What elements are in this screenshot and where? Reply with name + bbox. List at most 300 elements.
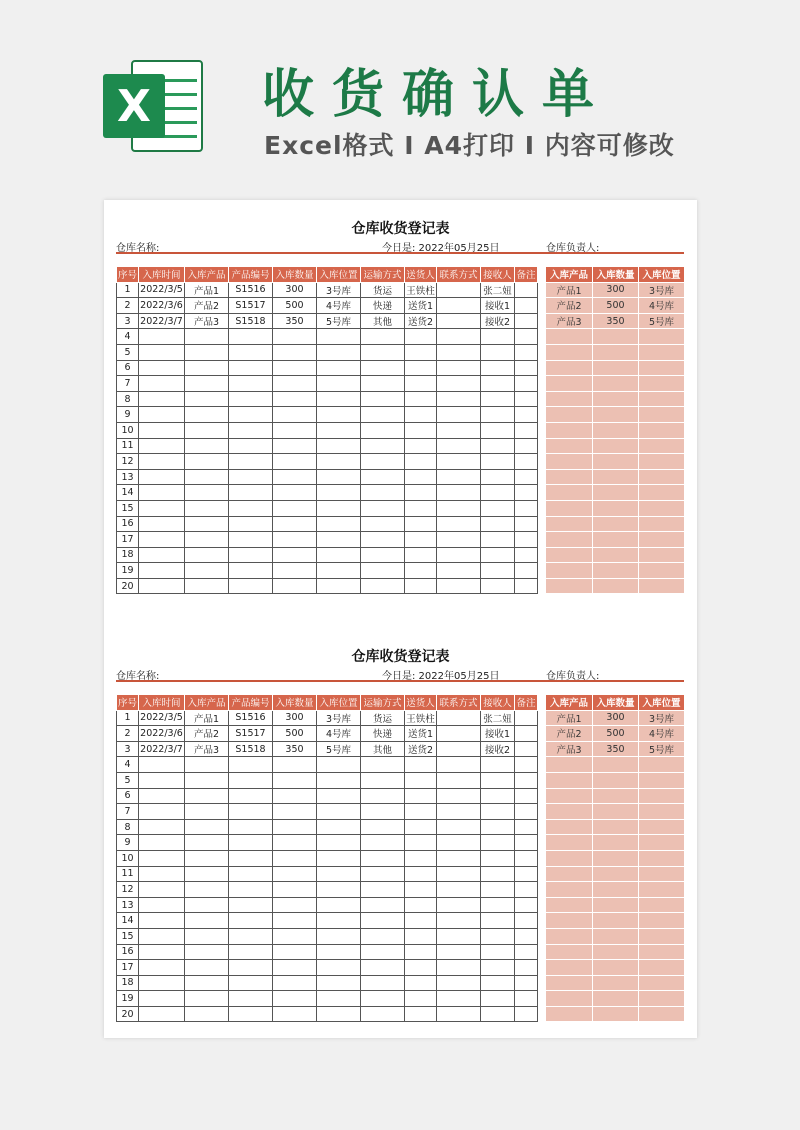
table-cell[interactable] [273, 788, 317, 804]
summary-cell-empty[interactable] [546, 850, 593, 866]
table-cell[interactable] [515, 850, 538, 866]
table-cell[interactable]: 7 [117, 804, 139, 820]
table-cell[interactable] [481, 391, 515, 407]
table-cell[interactable] [317, 897, 361, 913]
table-cell[interactable] [361, 819, 405, 835]
table-cell[interactable] [405, 563, 437, 579]
summary-cell-empty[interactable] [593, 944, 639, 960]
table-cell[interactable] [481, 928, 515, 944]
table-cell[interactable] [185, 1006, 229, 1022]
table-cell[interactable] [405, 438, 437, 454]
table-cell[interactable] [515, 344, 538, 360]
table-cell[interactable] [185, 376, 229, 392]
table-cell[interactable] [515, 757, 538, 773]
table-cell[interactable] [317, 516, 361, 532]
table-cell[interactable] [229, 376, 273, 392]
table-cell[interactable] [405, 913, 437, 929]
table-cell[interactable] [437, 866, 481, 882]
table-cell[interactable] [481, 757, 515, 773]
table-cell[interactable] [361, 516, 405, 532]
summary-cell-empty[interactable] [593, 547, 639, 563]
table-cell[interactable]: 产品2 [185, 298, 229, 314]
table-cell[interactable] [405, 391, 437, 407]
table-cell[interactable] [361, 772, 405, 788]
table-cell[interactable]: 产品1 [185, 710, 229, 726]
table-cell[interactable] [229, 913, 273, 929]
table-cell[interactable] [481, 532, 515, 548]
summary-cell-empty[interactable] [639, 329, 685, 345]
table-cell[interactable]: S1518 [229, 741, 273, 757]
table-cell[interactable] [437, 391, 481, 407]
table-cell[interactable] [229, 866, 273, 882]
table-cell[interactable] [481, 438, 515, 454]
table-cell[interactable] [185, 944, 229, 960]
table-cell[interactable]: 2022/3/7 [139, 313, 185, 329]
summary-cell-empty[interactable] [546, 485, 593, 501]
table-cell[interactable]: 其他 [361, 741, 405, 757]
table-cell[interactable] [185, 563, 229, 579]
summary-cell-empty[interactable] [639, 469, 685, 485]
summary-cell-empty[interactable] [593, 866, 639, 882]
table-cell[interactable]: 11 [117, 438, 139, 454]
table-cell[interactable] [361, 1006, 405, 1022]
table-cell[interactable] [229, 975, 273, 991]
table-cell[interactable] [229, 454, 273, 470]
table-cell[interactable] [317, 991, 361, 1007]
table-cell[interactable]: 12 [117, 454, 139, 470]
table-cell[interactable] [185, 469, 229, 485]
table-cell[interactable]: 张二妞 [481, 710, 515, 726]
table-cell[interactable] [361, 422, 405, 438]
table-cell[interactable]: 500 [273, 726, 317, 742]
table-cell[interactable] [273, 897, 317, 913]
table-cell[interactable] [437, 563, 481, 579]
table-cell[interactable]: 4号库 [317, 298, 361, 314]
summary-cell-empty[interactable] [546, 866, 593, 882]
table-cell[interactable] [481, 788, 515, 804]
table-cell[interactable] [405, 757, 437, 773]
table-cell[interactable]: 2022/3/5 [139, 710, 185, 726]
table-cell[interactable]: 14 [117, 485, 139, 501]
summary-cell-empty[interactable] [546, 422, 593, 438]
table-cell[interactable] [317, 407, 361, 423]
table-cell[interactable] [437, 991, 481, 1007]
summary-cell-empty[interactable] [546, 819, 593, 835]
table-cell[interactable] [481, 360, 515, 376]
table-cell[interactable] [361, 469, 405, 485]
table-cell[interactable] [229, 944, 273, 960]
table-cell[interactable] [185, 422, 229, 438]
table-cell[interactable] [437, 532, 481, 548]
table-cell[interactable] [317, 835, 361, 851]
summary-cell[interactable]: 产品1 [546, 282, 593, 298]
table-cell[interactable] [273, 563, 317, 579]
table-cell[interactable] [405, 500, 437, 516]
table-cell[interactable] [185, 772, 229, 788]
table-cell[interactable]: S1518 [229, 313, 273, 329]
table-cell[interactable] [481, 485, 515, 501]
table-cell[interactable] [185, 882, 229, 898]
summary-cell-empty[interactable] [593, 897, 639, 913]
summary-cell-empty[interactable] [639, 485, 685, 501]
table-cell[interactable] [229, 563, 273, 579]
table-cell[interactable]: 17 [117, 532, 139, 548]
summary-cell[interactable]: 产品3 [546, 741, 593, 757]
table-cell[interactable]: 5号库 [317, 313, 361, 329]
summary-cell-empty[interactable] [546, 578, 593, 594]
table-cell[interactable] [139, 804, 185, 820]
table-cell[interactable] [437, 407, 481, 423]
summary-cell[interactable]: 产品2 [546, 726, 593, 742]
table-cell[interactable] [481, 804, 515, 820]
table-cell[interactable] [437, 360, 481, 376]
summary-cell-empty[interactable] [546, 804, 593, 820]
summary-cell-empty[interactable] [593, 376, 639, 392]
table-cell[interactable] [229, 438, 273, 454]
table-cell[interactable]: 接收2 [481, 741, 515, 757]
table-cell[interactable] [185, 819, 229, 835]
table-cell[interactable]: 王铁柱 [405, 710, 437, 726]
table-cell[interactable] [273, 422, 317, 438]
table-cell[interactable] [481, 329, 515, 345]
table-cell[interactable] [515, 438, 538, 454]
table-cell[interactable] [515, 835, 538, 851]
table-cell[interactable] [515, 788, 538, 804]
table-cell[interactable]: 送货2 [405, 313, 437, 329]
table-cell[interactable] [317, 532, 361, 548]
table-cell[interactable] [229, 516, 273, 532]
table-cell[interactable] [229, 788, 273, 804]
table-cell[interactable] [405, 376, 437, 392]
table-cell[interactable]: 350 [273, 313, 317, 329]
table-cell[interactable] [515, 516, 538, 532]
table-cell[interactable] [437, 928, 481, 944]
table-cell[interactable] [481, 376, 515, 392]
table-cell[interactable] [317, 850, 361, 866]
table-cell[interactable] [481, 516, 515, 532]
summary-cell-empty[interactable] [639, 975, 685, 991]
table-cell[interactable] [317, 944, 361, 960]
table-cell[interactable] [317, 788, 361, 804]
table-cell[interactable] [139, 532, 185, 548]
table-cell[interactable]: 1 [117, 710, 139, 726]
table-cell[interactable] [139, 329, 185, 345]
table-cell[interactable] [361, 563, 405, 579]
table-cell[interactable] [273, 882, 317, 898]
table-cell[interactable] [437, 422, 481, 438]
table-cell[interactable]: 产品2 [185, 726, 229, 742]
table-cell[interactable]: 19 [117, 991, 139, 1007]
table-cell[interactable] [437, 726, 481, 742]
table-cell[interactable] [437, 438, 481, 454]
table-cell[interactable] [515, 532, 538, 548]
summary-cell[interactable]: 5号库 [639, 313, 685, 329]
table-cell[interactable] [481, 960, 515, 976]
table-cell[interactable] [361, 547, 405, 563]
table-cell[interactable] [317, 438, 361, 454]
table-cell[interactable] [139, 975, 185, 991]
table-cell[interactable] [481, 344, 515, 360]
table-cell[interactable] [481, 897, 515, 913]
summary-cell-empty[interactable] [546, 391, 593, 407]
table-cell[interactable] [229, 469, 273, 485]
table-cell[interactable] [317, 975, 361, 991]
summary-cell-empty[interactable] [593, 960, 639, 976]
table-cell[interactable] [139, 1006, 185, 1022]
table-cell[interactable] [185, 578, 229, 594]
table-cell[interactable] [481, 835, 515, 851]
table-cell[interactable] [185, 454, 229, 470]
table-cell[interactable] [139, 772, 185, 788]
summary-cell[interactable]: 500 [593, 726, 639, 742]
table-cell[interactable] [273, 913, 317, 929]
summary-cell-empty[interactable] [593, 422, 639, 438]
table-cell[interactable] [481, 407, 515, 423]
table-cell[interactable] [273, 329, 317, 345]
table-cell[interactable] [139, 469, 185, 485]
table-cell[interactable] [405, 547, 437, 563]
table-cell[interactable] [515, 454, 538, 470]
table-cell[interactable] [481, 500, 515, 516]
table-cell[interactable] [185, 913, 229, 929]
table-cell[interactable]: 接收1 [481, 726, 515, 742]
table-cell[interactable] [273, 960, 317, 976]
table-cell[interactable] [185, 516, 229, 532]
table-cell[interactable] [273, 500, 317, 516]
table-cell[interactable] [515, 866, 538, 882]
table-cell[interactable] [317, 344, 361, 360]
table-cell[interactable] [361, 757, 405, 773]
table-cell[interactable] [437, 516, 481, 532]
table-cell[interactable] [361, 944, 405, 960]
table-cell[interactable] [229, 578, 273, 594]
table-cell[interactable] [273, 928, 317, 944]
table-cell[interactable] [405, 329, 437, 345]
summary-cell-empty[interactable] [546, 835, 593, 851]
table-cell[interactable] [317, 485, 361, 501]
table-cell[interactable]: 张二妞 [481, 282, 515, 298]
table-cell[interactable] [317, 772, 361, 788]
table-cell[interactable] [273, 485, 317, 501]
table-cell[interactable] [229, 360, 273, 376]
table-cell[interactable] [481, 913, 515, 929]
table-cell[interactable]: 350 [273, 741, 317, 757]
table-cell[interactable] [437, 757, 481, 773]
summary-cell-empty[interactable] [593, 772, 639, 788]
table-cell[interactable]: 8 [117, 819, 139, 835]
table-cell[interactable] [515, 500, 538, 516]
table-cell[interactable] [361, 960, 405, 976]
table-cell[interactable]: 4号库 [317, 726, 361, 742]
table-cell[interactable]: 5 [117, 344, 139, 360]
summary-cell-empty[interactable] [593, 563, 639, 579]
table-cell[interactable] [405, 866, 437, 882]
table-cell[interactable] [481, 882, 515, 898]
table-cell[interactable] [317, 469, 361, 485]
summary-cell[interactable]: 300 [593, 710, 639, 726]
summary-cell[interactable]: 4号库 [639, 298, 685, 314]
summary-cell-empty[interactable] [546, 329, 593, 345]
table-cell[interactable] [317, 866, 361, 882]
table-cell[interactable] [437, 500, 481, 516]
table-cell[interactable] [361, 991, 405, 1007]
table-cell[interactable] [185, 438, 229, 454]
table-cell[interactable] [361, 788, 405, 804]
table-cell[interactable] [437, 710, 481, 726]
table-cell[interactable] [361, 438, 405, 454]
table-cell[interactable] [139, 960, 185, 976]
table-cell[interactable] [185, 866, 229, 882]
summary-cell-empty[interactable] [593, 913, 639, 929]
table-cell[interactable] [515, 282, 538, 298]
summary-cell-empty[interactable] [639, 835, 685, 851]
table-cell[interactable] [185, 897, 229, 913]
table-cell[interactable] [139, 897, 185, 913]
table-cell[interactable] [361, 391, 405, 407]
table-cell[interactable]: 10 [117, 850, 139, 866]
table-cell[interactable] [437, 913, 481, 929]
table-cell[interactable] [273, 360, 317, 376]
table-cell[interactable] [405, 485, 437, 501]
summary-cell-empty[interactable] [639, 407, 685, 423]
table-cell[interactable]: 产品3 [185, 741, 229, 757]
table-cell[interactable] [361, 532, 405, 548]
table-cell[interactable]: 8 [117, 391, 139, 407]
table-cell[interactable] [437, 313, 481, 329]
summary-cell-empty[interactable] [593, 1006, 639, 1022]
table-cell[interactable]: 9 [117, 835, 139, 851]
table-cell[interactable] [139, 407, 185, 423]
summary-cell[interactable]: 350 [593, 313, 639, 329]
table-cell[interactable] [273, 1006, 317, 1022]
table-cell[interactable] [515, 991, 538, 1007]
table-cell[interactable] [229, 897, 273, 913]
table-cell[interactable] [515, 547, 538, 563]
summary-cell-empty[interactable] [639, 788, 685, 804]
table-cell[interactable] [317, 757, 361, 773]
table-cell[interactable] [139, 454, 185, 470]
summary-cell[interactable]: 3号库 [639, 710, 685, 726]
table-cell[interactable] [405, 991, 437, 1007]
table-cell[interactable] [361, 882, 405, 898]
table-cell[interactable] [437, 376, 481, 392]
table-cell[interactable] [481, 944, 515, 960]
table-cell[interactable] [437, 975, 481, 991]
table-cell[interactable]: 2022/3/5 [139, 282, 185, 298]
table-cell[interactable]: 货运 [361, 282, 405, 298]
table-cell[interactable] [185, 835, 229, 851]
table-cell[interactable]: 13 [117, 897, 139, 913]
table-cell[interactable] [139, 850, 185, 866]
table-cell[interactable] [481, 850, 515, 866]
table-cell[interactable] [437, 469, 481, 485]
table-cell[interactable] [405, 344, 437, 360]
summary-cell-empty[interactable] [639, 928, 685, 944]
summary-cell-empty[interactable] [546, 516, 593, 532]
table-cell[interactable] [515, 975, 538, 991]
summary-cell-empty[interactable] [546, 788, 593, 804]
table-cell[interactable] [405, 772, 437, 788]
table-cell[interactable] [139, 360, 185, 376]
table-cell[interactable]: 4 [117, 329, 139, 345]
summary-cell-empty[interactable] [639, 500, 685, 516]
summary-cell-empty[interactable] [593, 788, 639, 804]
summary-cell-empty[interactable] [593, 882, 639, 898]
table-cell[interactable] [317, 391, 361, 407]
table-cell[interactable]: 6 [117, 788, 139, 804]
summary-cell-empty[interactable] [546, 532, 593, 548]
table-cell[interactable]: 货运 [361, 710, 405, 726]
table-cell[interactable] [273, 944, 317, 960]
summary-cell-empty[interactable] [546, 757, 593, 773]
table-cell[interactable] [361, 376, 405, 392]
table-cell[interactable] [361, 913, 405, 929]
table-cell[interactable] [185, 804, 229, 820]
table-cell[interactable] [405, 804, 437, 820]
summary-cell-empty[interactable] [593, 532, 639, 548]
summary-cell-empty[interactable] [593, 407, 639, 423]
summary-cell-empty[interactable] [639, 913, 685, 929]
table-cell[interactable] [515, 928, 538, 944]
table-cell[interactable] [273, 804, 317, 820]
summary-cell-empty[interactable] [639, 438, 685, 454]
summary-cell[interactable]: 500 [593, 298, 639, 314]
summary-cell-empty[interactable] [546, 975, 593, 991]
table-cell[interactable] [139, 991, 185, 1007]
table-cell[interactable] [515, 578, 538, 594]
table-cell[interactable] [273, 819, 317, 835]
table-cell[interactable] [405, 516, 437, 532]
table-cell[interactable] [515, 804, 538, 820]
table-cell[interactable] [405, 960, 437, 976]
table-cell[interactable] [229, 850, 273, 866]
table-cell[interactable] [317, 578, 361, 594]
table-cell[interactable] [437, 897, 481, 913]
table-cell[interactable]: 5号库 [317, 741, 361, 757]
table-cell[interactable] [229, 391, 273, 407]
summary-cell-empty[interactable] [593, 578, 639, 594]
table-cell[interactable] [515, 407, 538, 423]
table-cell[interactable] [405, 835, 437, 851]
table-cell[interactable]: 16 [117, 516, 139, 532]
table-cell[interactable] [481, 578, 515, 594]
summary-cell[interactable]: 产品2 [546, 298, 593, 314]
table-cell[interactable]: 接收2 [481, 313, 515, 329]
table-cell[interactable] [405, 578, 437, 594]
table-cell[interactable] [437, 819, 481, 835]
table-cell[interactable] [437, 329, 481, 345]
table-cell[interactable] [405, 944, 437, 960]
summary-cell-empty[interactable] [593, 819, 639, 835]
table-cell[interactable] [437, 882, 481, 898]
table-cell[interactable] [229, 532, 273, 548]
table-cell[interactable] [139, 344, 185, 360]
table-cell[interactable] [185, 485, 229, 501]
summary-cell-empty[interactable] [593, 928, 639, 944]
table-cell[interactable] [229, 882, 273, 898]
table-cell[interactable] [317, 500, 361, 516]
table-cell[interactable]: 7 [117, 376, 139, 392]
summary-cell-empty[interactable] [639, 532, 685, 548]
table-cell[interactable] [229, 1006, 273, 1022]
summary-cell-empty[interactable] [593, 329, 639, 345]
table-cell[interactable] [405, 454, 437, 470]
table-cell[interactable] [229, 772, 273, 788]
summary-cell-empty[interactable] [639, 960, 685, 976]
summary-cell-empty[interactable] [546, 772, 593, 788]
table-cell[interactable] [317, 804, 361, 820]
table-cell[interactable] [229, 422, 273, 438]
